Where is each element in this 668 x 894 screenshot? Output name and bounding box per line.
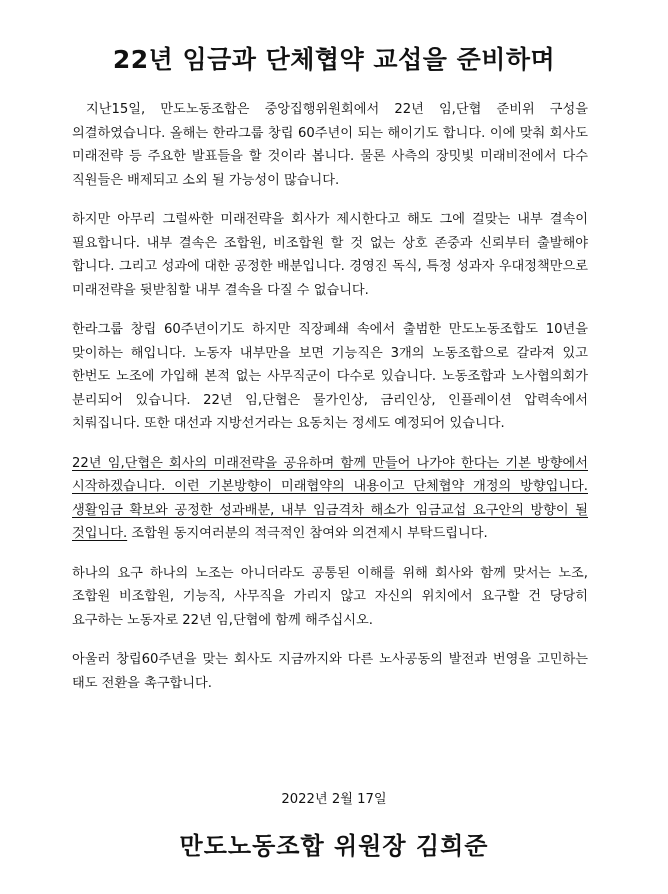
signature: 만도노동조합 위원장 김희준 [179, 832, 489, 860]
paragraph-5: 하나의 요구 하나의 노조는 아니더라도 공통된 이해를 위해 회사와 함께 맞서는 노조, 조합원 비조합원, 기능직, 사무직을 가리지 않고 자신의 위치에서 요구할 건 당당히 요구하는 노동자로 22년 임,단협에 함께 해주십시오. [72, 565, 588, 628]
paragraph-4 [72, 452, 588, 546]
paragraph-1: 지난15일, 만도노동조합은 중앙집행위원회에서 22년 임,단협 준비위 구성을 의결하였습니다. 올해는 한라그룹 창립 60주년이 되는 해이기도 합니다. 이에 맞춰 회사도 미래전략 등 주요한 발표들을 할 것이라 봅니다. 물론 사측의 장밋빛 미래비전에서 다수 직원들은 배제되고 소외 될 가능성이 많습니다. [72, 102, 588, 188]
paragraph-4-underlined-text: 22년 임,단협은 회사의 미래전략을 공유하며 함께 만들어 나가야 한다는 기본 방향에서 시작하겠습니다. 이런 기본방향이 미래협약의 내용이고 단체협약 개정의 방향입니다. 생활임금 확보와 공정한 성과배분, 내부 임금격차 해소가 임금교섭 요구안의 방향이 될 것입니다. [72, 455, 588, 541]
paragraph-6: 아울러 창립60주년을 맞는 회사도 지금까지와 다른 노사공동의 발전과 번영을 고민하는 태도 전환을 촉구합니다. [72, 652, 588, 691]
document-body [72, 98, 588, 711]
document-date: 2022년 2월 17일 [281, 792, 387, 807]
paragraph-2: 하지만 아무리 그럴싸한 미래전략을 회사가 제시한다고 해도 그에 걸맞는 내부 결속이 필요합니다. 내부 결속은 조합원, 비조합원 할 것 없는 상호 존중과 신뢰부터 출발해야 합니다. 그리고 성과에 대한 공정한 배분입니다. 경영진 독식, 특정 성과자 우대정책만으로 미래전략을 뒷받침할 내부 결속을 다질 수 없습니다. [72, 212, 588, 298]
paragraph-4-rest-text: 조합원 동지여러분의 적극적인 참여와 의견제시 부탁드립니다. [127, 526, 488, 541]
document-title: 22년 임금과 단체협약 교섭을 준비하며 [112, 45, 556, 74]
paragraph-3: 한라그룹 창립 60주년이기도 하지만 직장폐쇄 속에서 출범한 만도노동조합도 10년을 맞이하는 해입니다. 노동자 내부만을 보면 기능직은 3개의 노동조합으로 갈라져 있고 한번도 노조에 가입해 본적 없는 사무직군이 다수로 있습니다. 노동조합과 노사협의회가 분리되어 있습니다. 22년 임,단협은 물가인상, 금리인상, 인플레이션 압력속에서 치뤄집니다. 또한 대선과 지방선거라는 요동치는 정세도 예정되어 있습니다. [72, 322, 588, 431]
